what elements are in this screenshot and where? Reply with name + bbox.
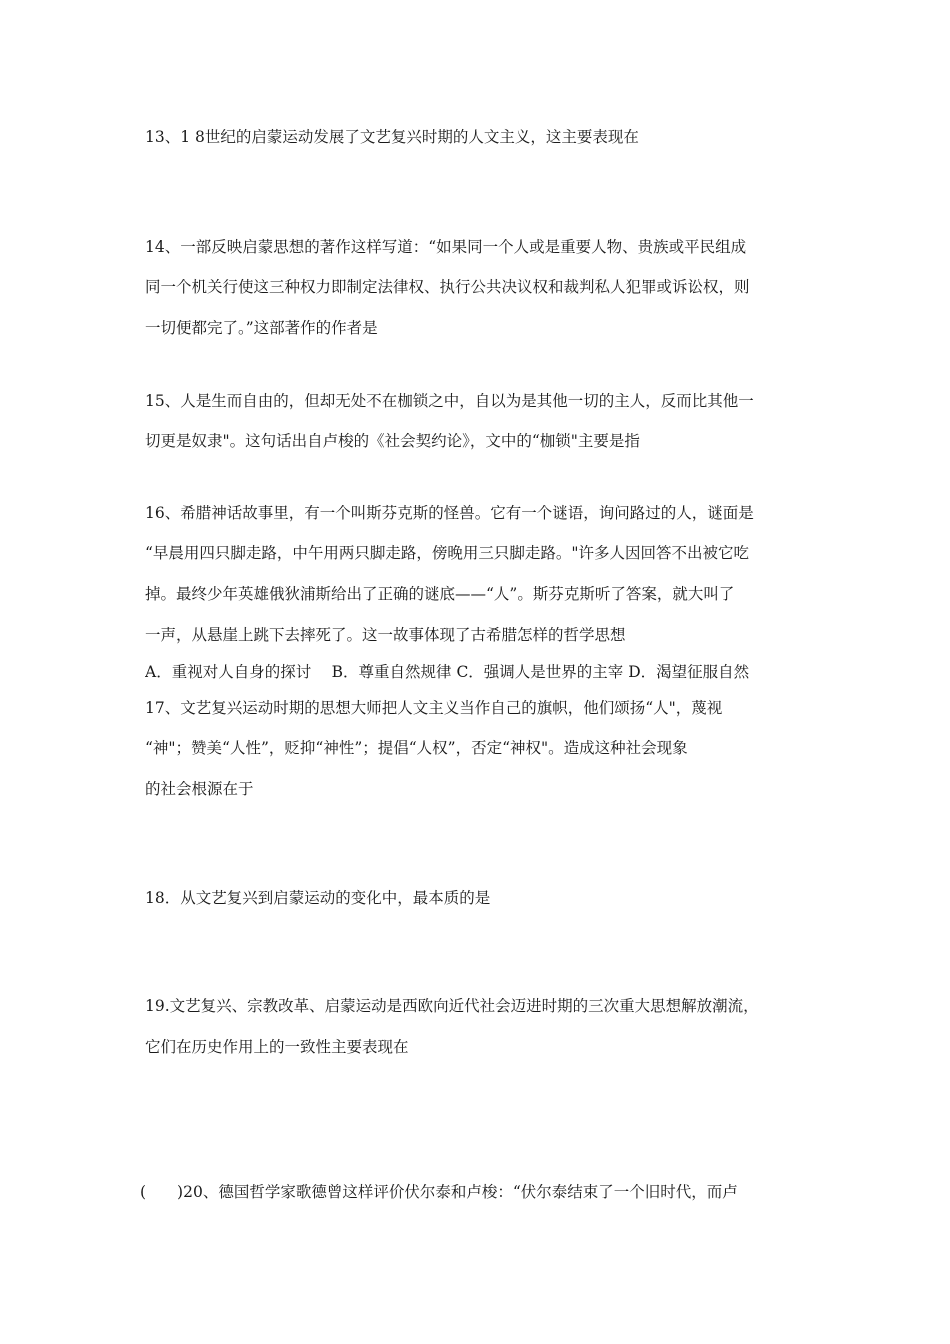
q16-options: A．重视对人自身的探讨 B．尊重自然规律 C．强调人是世界的主宰 D．渴望征服自然 <box>145 663 750 681</box>
q16-line-4: 一声，从悬崖上跳下去摔死了。这一故事体现了古希腊怎样的哲学思想 <box>145 626 626 644</box>
q17-line-2: “神"；赞美“人性”，贬抑“神性”；提倡“人权”，否定“神权"。造成这种社会现象 <box>145 739 688 757</box>
q20-stem: 20、德国哲学家歌德曾这样评价伏尔泰和卢梭：“伏尔泰结束了一个旧时代，而卢 <box>183 1183 738 1201</box>
q19-line-2: 它们在历史作用上的一致性主要表现在 <box>145 1038 409 1056</box>
q15-line-2: 切更是奴隶"。这句话出自卢梭的《社会契约论》，文中的“枷锁"主要是指 <box>145 432 640 450</box>
q18-stem: 18．从文艺复兴到启蒙运动的变化中，最本质的是 <box>145 889 491 907</box>
q14-line-1: 14、一部反映启蒙思想的著作这样写道：“如果同一个人或是重要人物、贵族或平民组成 <box>145 238 747 256</box>
q16-line-2: “早晨用四只脚走路，中午用两只脚走路，傍晚用三只脚走路。"许多人因回答不出被它吃 <box>145 544 750 562</box>
q17-line-1: 17、文艺复兴运动时期的思想大师把人文主义当作自己的旗帜，他们颂扬“人"，蔑视 <box>145 699 723 717</box>
q16-line-3: 掉。最终少年英雄俄狄浦斯给出了正确的谜底——“人”。斯芬克斯听了答案，就大叫了 <box>145 585 735 603</box>
q20-answer-blank[interactable]: ( ) <box>140 1183 184 1201</box>
q15-line-1: 15、人是生而自由的，但却无处不在枷锁之中，自以为是其他一切的主人，反而比其他一 <box>145 392 754 410</box>
q13-stem: 13、1 8世纪的启蒙运动发展了文艺复兴时期的人文主义，这主要表现在 <box>145 128 639 146</box>
q19-line-1: 19.文艺复兴、宗教改革、启蒙运动是西欧向近代社会迈进时期的三次重大思想解放潮流， <box>145 997 759 1015</box>
q17-line-3: 的社会根源在于 <box>145 780 254 798</box>
q14-line-3: 一切便都完了。”这部著作的作者是 <box>145 319 378 337</box>
q20-line-1 <box>140 1182 820 1202</box>
q14-line-2: 同一个机关行使这三种权力即制定法律权、执行公共决议权和裁判私人犯罪或诉讼权，则 <box>145 278 750 296</box>
q16-line-1: 16、希腊神话故事里，有一个叫斯芬克斯的怪兽。它有一个谜语，询问路过的人，谜面是 <box>145 504 754 522</box>
